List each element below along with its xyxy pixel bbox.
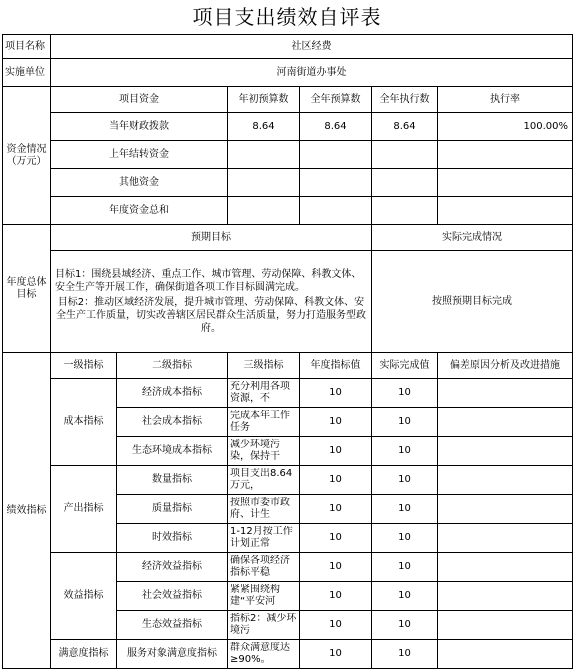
funds-row-annual (300, 141, 372, 169)
level2-cell: 服务对象满意度指标 (117, 640, 228, 669)
level2-cell: 生态环境成本指标 (117, 437, 228, 466)
level3-cell: 减少环境污染，保持干 (230, 439, 280, 462)
remark-cell (438, 582, 573, 611)
goals-content-row (3, 251, 573, 353)
funds-row-executed (372, 141, 438, 169)
funds-row-initial (228, 197, 300, 225)
funds-header-project: 项目资金 (51, 87, 228, 113)
level2-cell: 数量指标 (117, 466, 228, 495)
level3-cell: 紧紧围绕构建“平安河 (230, 584, 280, 607)
funds-row-annual: 8.64 (300, 113, 372, 141)
level2-cell: 经济成本指标 (117, 379, 228, 408)
funds-row-executed: 8.64 (372, 113, 438, 141)
actual-cell: 10 (372, 408, 438, 437)
indicator-row (3, 553, 573, 582)
performance-section-label: 绩效指标 (3, 353, 51, 669)
target-cell: 10 (300, 553, 372, 582)
goals-expected-cell (51, 251, 372, 353)
target-cell: 10 (300, 408, 372, 437)
perf-header-level3: 三级指标 (228, 353, 300, 379)
unit-value: 河南街道办事处 (51, 59, 573, 87)
indicator-row (3, 640, 573, 669)
funds-row-rate: 100.00% (438, 113, 573, 141)
target-cell: 10 (300, 582, 372, 611)
level2-cell: 质量指标 (117, 495, 228, 524)
remark-cell (438, 495, 573, 524)
funds-row-rate (438, 169, 573, 197)
funds-row-executed (372, 197, 438, 225)
funds-row-initial (228, 169, 300, 197)
funds-row-initial (228, 141, 300, 169)
funds-row (3, 197, 573, 225)
remark-cell (438, 553, 573, 582)
target-cell: 10 (300, 640, 372, 669)
target-cell: 10 (300, 524, 372, 553)
actual-cell: 10 (372, 495, 438, 524)
project-name-row (3, 35, 573, 59)
actual-cell: 10 (372, 466, 438, 495)
project-name-value: 社区经费 (51, 35, 573, 59)
performance-header-row (3, 353, 573, 379)
goals-expected-header: 预期目标 (51, 225, 372, 251)
funds-header-annual: 全年预算数 (300, 87, 372, 113)
level3-cell: 项目支出8.64万元， (230, 468, 293, 491)
indicator-row (3, 379, 573, 408)
remark-cell (438, 408, 573, 437)
funds-section-label: 资金情况 （万元） (3, 87, 51, 225)
actual-cell: 10 (372, 524, 438, 553)
remark-cell (438, 379, 573, 408)
funds-row-name: 年度资金总和 (51, 197, 228, 225)
funds-row-rate (438, 141, 573, 169)
funds-row-name: 上年结转资金 (51, 141, 228, 169)
indicator-row (3, 466, 573, 495)
funds-header-initial: 年初预算数 (228, 87, 300, 113)
level1-satisfaction: 满意度指标 (51, 640, 117, 669)
level1-cost: 成本指标 (51, 379, 117, 466)
perf-header-level1: 一级指标 (51, 353, 117, 379)
target-cell: 10 (300, 495, 372, 524)
target-cell: 10 (300, 611, 372, 640)
funds-row-name: 当年财政拨款 (51, 113, 228, 141)
project-name-label: 项目名称 (3, 35, 51, 59)
level3-cell: 群众满意度达≥90%。 (230, 642, 290, 665)
goals-header-row (3, 225, 573, 251)
level1-output: 产出指标 (51, 466, 117, 553)
self-evaluation-table (2, 34, 573, 669)
remark-cell (438, 524, 573, 553)
level2-cell: 社会成本指标 (117, 408, 228, 437)
funds-row-initial: 8.64 (228, 113, 300, 141)
target-cell: 10 (300, 466, 372, 495)
funds-header-rate: 执行率 (438, 87, 573, 113)
level3-cell: 指标2：减少环境污 (230, 613, 297, 636)
level3-cell: 按照市委市政府、计生 (230, 497, 290, 520)
actual-cell: 10 (372, 640, 438, 669)
remark-cell (438, 611, 573, 640)
unit-row (3, 59, 573, 87)
level1-benefit: 效益指标 (51, 553, 117, 640)
funds-header-row (3, 87, 573, 113)
actual-cell: 10 (372, 379, 438, 408)
perf-header-level2: 二级指标 (117, 353, 228, 379)
perf-header-target: 年度指标值 (300, 353, 372, 379)
level2-cell: 生态效益指标 (117, 611, 228, 640)
goals-actual-header: 实际完成情况 (372, 225, 573, 251)
perf-header-actual: 实际完成值 (372, 353, 438, 379)
funds-row (3, 169, 573, 197)
funds-row-name: 其他资金 (51, 169, 228, 197)
funds-header-executed: 全年执行数 (372, 87, 438, 113)
level2-cell: 社会效益指标 (117, 582, 228, 611)
level3-cell: 1-12月按工作计划正常 (230, 526, 293, 549)
funds-row-rate (438, 197, 573, 225)
actual-cell: 10 (372, 611, 438, 640)
level3-cell: 充分利用各项资源，不 (230, 381, 290, 404)
funds-row (3, 141, 573, 169)
level3-cell: 确保各项经济指标平稳 (230, 555, 290, 578)
actual-cell: 10 (372, 582, 438, 611)
goals-section-label: 年度总体目标 (3, 225, 51, 353)
level2-cell: 时效指标 (117, 524, 228, 553)
target-cell: 10 (300, 437, 372, 466)
unit-label: 实施单位 (3, 59, 51, 87)
target-cell: 10 (300, 379, 372, 408)
level2-cell: 经济效益指标 (117, 553, 228, 582)
remark-cell (438, 466, 573, 495)
actual-cell: 10 (372, 553, 438, 582)
remark-cell (438, 640, 573, 669)
page-title: 项目支出绩效自评表 (192, 5, 382, 29)
funds-row-executed (372, 169, 438, 197)
goal-1-text: 目标1：围绕县域经济、重点工作、城市管理、劳动保障、科教文体、安全生产等开展工作，确保街道各项工作目标圆满完成。 (55, 269, 362, 293)
remark-cell (438, 437, 573, 466)
goal-2-text: 目标2：推动区域经济发展，提升城市管理、劳动保障、科教文体、安全生产工作质量，切实改善辖区居民群众生活质量，努力打造服务型政府。 (56, 297, 366, 334)
actual-cell: 10 (372, 437, 438, 466)
funds-row (3, 113, 573, 141)
funds-row-annual (300, 169, 372, 197)
funds-row-annual (300, 197, 372, 225)
level3-cell: 完成本年工作任务 (230, 410, 290, 433)
perf-header-remark: 偏差原因分析及改进措施 (438, 353, 573, 379)
goals-actual-text: 按照预期目标完成 (372, 251, 573, 353)
